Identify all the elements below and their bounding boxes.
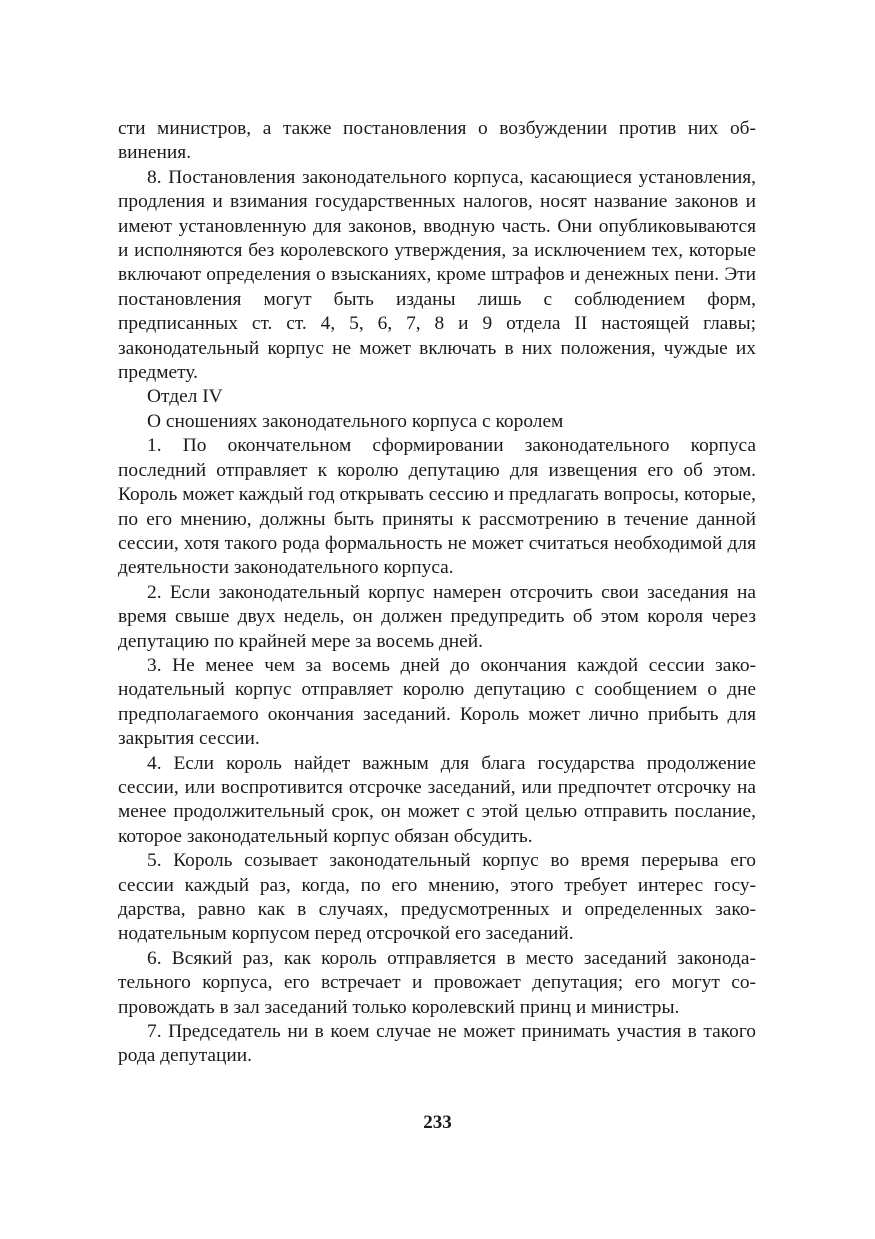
paragraph-article-8: 8. Постановления законодательного корпуса, касающиеся установления, продления и взимания государственных налогов, носят название законов и имеют установленную для законов, вводную часть. Они опубликовываются и исполняются без королевского утверждения, за исключением тех, которые включают определения о взысканиях, кроме штрафов и денежных пени. Эти постановления могут быть изданы лишь с соблюдением форм, предписанных ст. ст. 4, 5, 6, 7, 8 и 9 отдела II настоящей главы; законодательный корпус не может включать в них положения, чуждые их предмету. [118, 166, 756, 384]
paragraph-article-6: 6. Всякий раз, как король отправляется в место заседаний законодательного корпуса, его встречает и провожает депутация; его могут сопровождать в зал заседаний только королевский принц и министры. [118, 947, 756, 1018]
section-title: О сношениях законодательного корпуса с королем [147, 410, 564, 432]
paragraph-article-7: 7. Председатель ни в коем случае не может принимать участия в такого рода депутации. [118, 1021, 756, 1067]
paragraph-article-5: 5. Король созывает законодательный корпус во время перерыва его сессии каждый раз, когда, по его мнению, этого требует интерес государства, равно как в случаях, предусмотренных и определенных законодательным корпусом перед отсрочкой его заседаний. [118, 850, 756, 945]
paragraph-continuation: сти министров, а также постановления о возбуждении против них обвинения. [118, 118, 756, 164]
page-body [118, 117, 756, 1069]
paragraph-article-4: 4. Если король найдет важным для блага государства продолжение сессии, или воспротивится отсрочке заседаний, или предпочтет отсрочку на менее продолжительный срок, он может с этой целью отправить послание, которое законодательный корпус обязан обсудить. [118, 752, 756, 847]
paragraph-article-1: 1. По окончательном сформировании законодательного корпуса последний отправляет к королю депутацию для извещения его об этом. Король может каждый год открывать сессию и предлагать вопросы, которые, по его мнению, должны быть приняты к рассмотрению в течение данной сессии, хотя такого рода формальность не может считаться необходимой для деятельности законодательного корпуса. [118, 435, 756, 579]
paragraph-article-3: 3. Не менее чем за восемь дней до окончания каждой сессии законодательный корпус отправляет королю депутацию с сообщением о дне предполагаемого окончания заседаний. Король может лично прибыть для закрытия сессии. [118, 654, 756, 750]
section-heading: Отдел IV [147, 386, 223, 408]
page-number: 233 [423, 1112, 452, 1133]
paragraph-article-2: 2. Если законодательный корпус намерен отсрочить свои заседания на время свыше двух недель, он должен предупредить об этом короля через депутацию по крайней мере за восемь дней. [118, 581, 756, 652]
